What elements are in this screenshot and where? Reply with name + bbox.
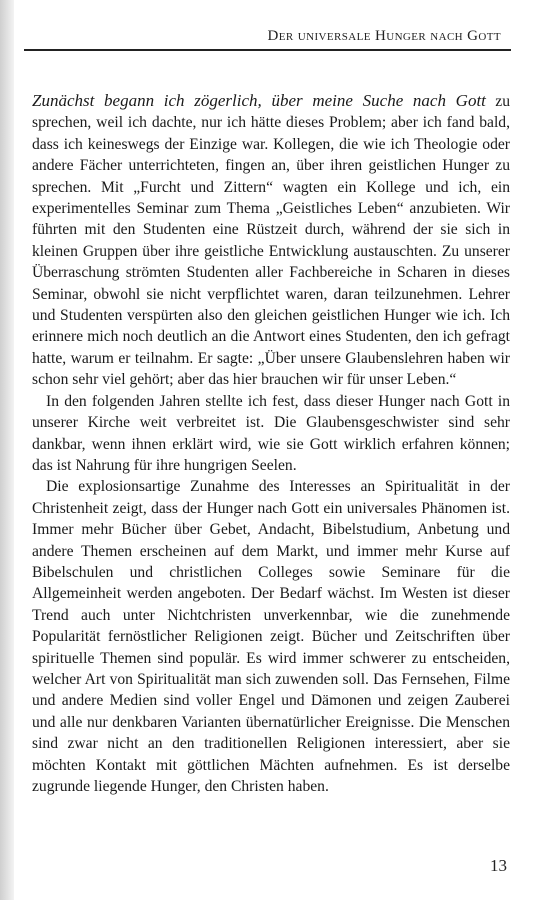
paragraph-1-text: zu sprechen, weil ich dachte, nur ich hätte dieses Problem; aber ich fand bald, dass ich keineswegs der Einzige war. Kollegen, die wie ich Theologie oder andere Fächer unterrichteten, fingen an, über ihren geistlichen Hunger zu sprechen. Mit „Furcht und Zittern“ wagten ein Kollege und ich, ein experimentelles Seminar zum Thema „Geistliches Leben“ anzubieten. Wir führten mit den Studenten eine Rüstzeit durch, während der sie sich in kleinen Gruppen über ihre geistliche Entwicklung austauschten. Zu unserer Überraschung strömten Studenten aller Fachbereiche in Scharen in dieses Seminar, obwohl sie nicht verpflichtet waren, daran teilzunehmen. Lehrer und Studenten verspürten also den gleichen geistlichen Hunger wie ich. Ich erinnere mich noch deutlich an die Antwort eines Studenten, den ich gefragt hatte, warum er teilnahm. Er sagte: „Über unsere Glaubenslehren haben wir schon sehr viel gehört; aber das hier brauchen wir für unser Leben.“ bbox=[32, 93, 510, 389]
body-text bbox=[32, 90, 510, 797]
paragraph-2: In den folgenden Jahren stellte ich fest, dass dieser Hunger nach Gott in unserer Kirche weit verbreitet ist. Die Glaubensgeschwister sind sehr dankbar, wenn ihnen erklärt wird, wie sie Gott wirklich erfahren können; das ist Nahrung für ihre hungrigen Seelen. bbox=[32, 392, 510, 474]
paragraph-1 bbox=[32, 90, 510, 391]
opening-phrase: Zunächst begann ich zögerlich, über meine Suche nach Gott bbox=[32, 91, 486, 110]
header-rule bbox=[24, 49, 511, 51]
page-number: 13 bbox=[490, 856, 507, 875]
paragraph-3: Die explosionsartige Zunahme des Interesses an Spiritualität in der Christenheit zeigt, dass der Hunger nach Gott ein universales Phänomen ist. Immer mehr Bücher über Gebet, Andacht, Bibelstudium, Anbetung und andere Themen erscheinen auf dem Markt, und immer mehr Kurse auf Bibelschulen und christlichen Colleges sowie Seminare für die Allgemeinheit werden angeboten. Der Bedarf wächst. Im Westen ist dieser Trend auch unter Nichtchristen unverkennbar, wie die zunehmende Popularität fernöstlicher Religionen zeigt. Bücher und Zeitschriften über spirituelle Themen sind populär. Es wird immer schwerer zu entscheiden, welcher Art von Spiritualität man sich zuwenden soll. Das Fernsehen, Filme und andere Medien sind voller Engel und Dämonen und zeigen Zauberei und alle nur denkbaren Varianten übernatürlicher Ereignisse. Die Menschen sind zwar nicht an den traditionellen Religionen interessiert, aber sie möchten Kontakt mit göttlichen Mächten aufnehmen. Es ist derselbe zugrunde liegende Hunger, den Christen haben. bbox=[32, 478, 510, 795]
running-head: Der universale Hunger nach Gott bbox=[267, 28, 501, 44]
